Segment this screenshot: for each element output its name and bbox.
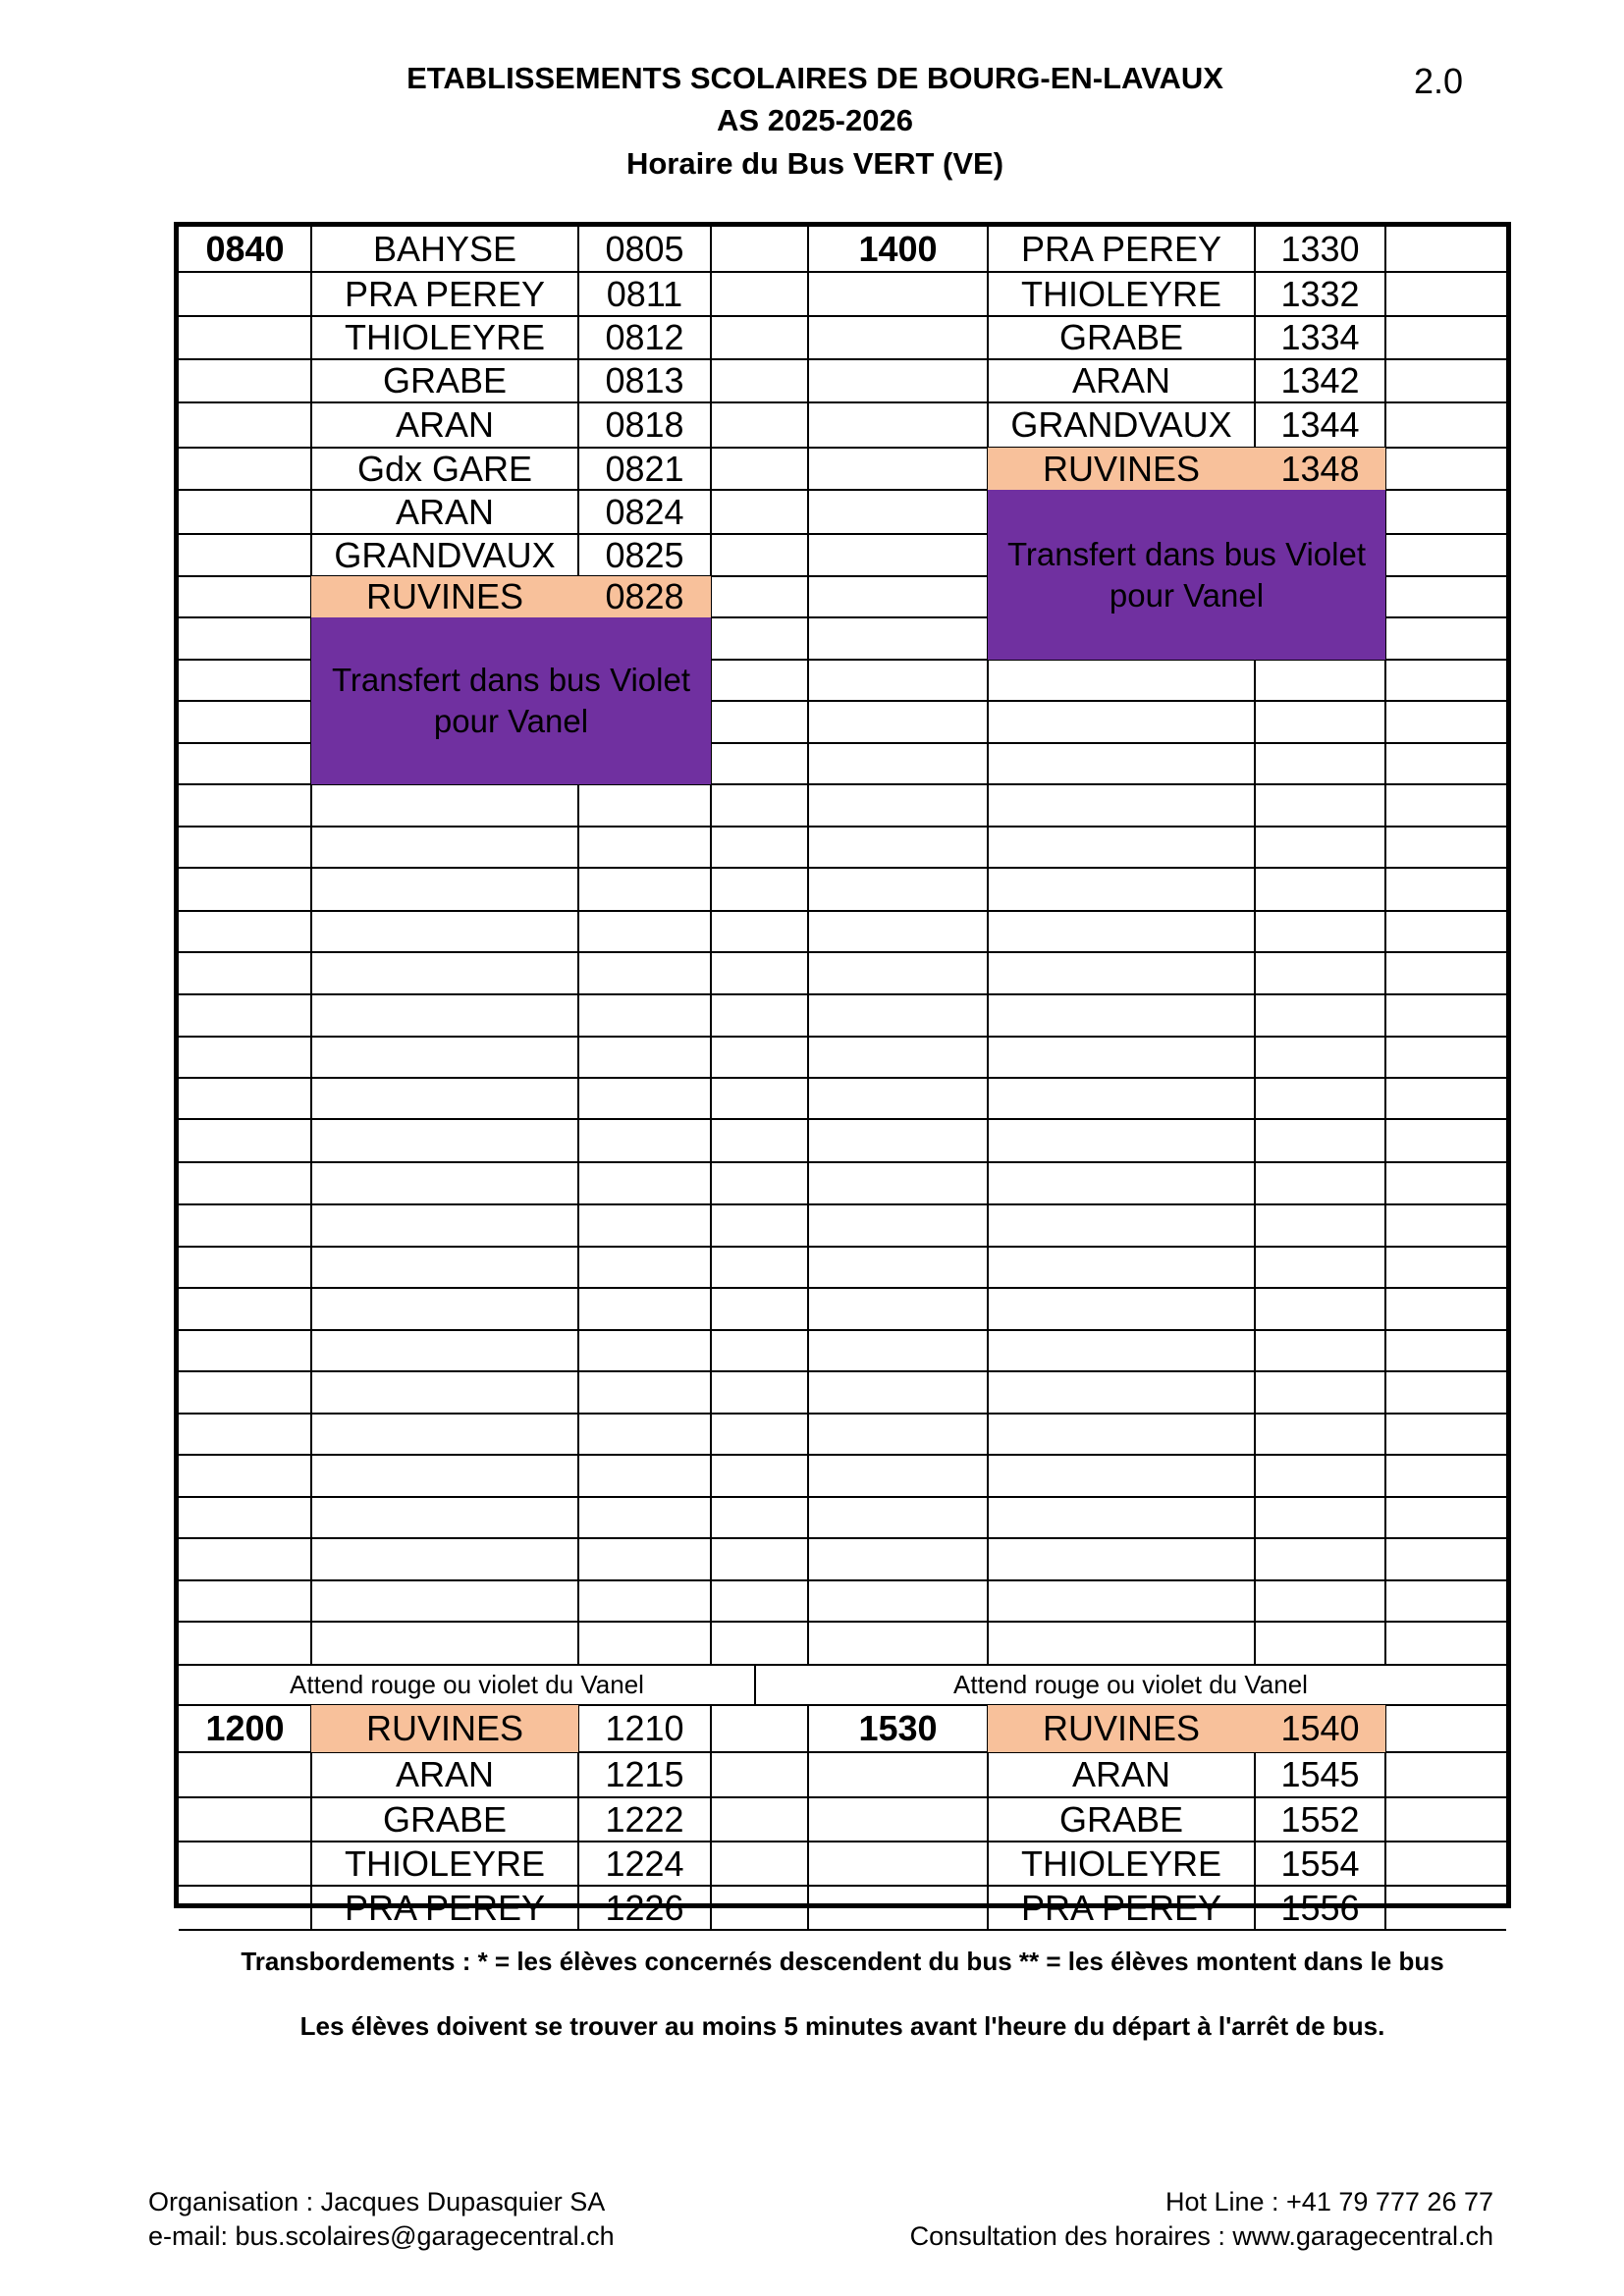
stop-name: PRA PEREY bbox=[1020, 229, 1222, 269]
grid-line bbox=[179, 1118, 1506, 1120]
departure-time: 1400 bbox=[858, 229, 938, 269]
stop-name: RUVINES bbox=[311, 576, 578, 617]
stop-time: 0811 bbox=[606, 273, 683, 314]
footer-hotline: Hot Line : +41 79 777 26 77 bbox=[1164, 2187, 1493, 2216]
stop-name: THIOLEYRE bbox=[1020, 273, 1222, 314]
transfer-note: Transfert dans bus Violet pour Vanel bbox=[311, 617, 711, 784]
wait-note: Attend rouge ou violet du Vanel bbox=[290, 1670, 644, 1699]
stop-name: PRA PEREY bbox=[344, 1887, 546, 1928]
stop-name: BAHYSE bbox=[372, 229, 517, 269]
grid-line bbox=[179, 826, 1506, 828]
stop-name: GRANDVAUX bbox=[1010, 404, 1232, 445]
stop-name: ARAN bbox=[1071, 360, 1171, 400]
stop-name: PRA PEREY bbox=[344, 273, 546, 314]
stop-time: 0821 bbox=[605, 448, 684, 489]
departure-time: 1530 bbox=[858, 1708, 938, 1748]
stop-name: RUVINES bbox=[988, 448, 1255, 490]
version-number: 2.0 bbox=[1414, 61, 1464, 101]
title-line-3: Horaire du Bus VERT (VE) bbox=[625, 146, 1004, 181]
stop-name: RUVINES bbox=[311, 1705, 578, 1752]
stop-time: 0825 bbox=[605, 534, 684, 575]
grid-line bbox=[179, 1413, 1506, 1415]
footer-email: e-mail: bus.scolaires@garagecentral.ch bbox=[148, 2221, 615, 2251]
stop-time: 0812 bbox=[605, 317, 684, 357]
stop-time: 1342 bbox=[1280, 360, 1360, 400]
grid-line bbox=[179, 1496, 1506, 1498]
grid-line bbox=[179, 1287, 1506, 1289]
stop-time: 0818 bbox=[605, 404, 684, 445]
stop-name: ARAN bbox=[395, 491, 495, 532]
stop-time: 1330 bbox=[1280, 229, 1360, 269]
stop-name: ARAN bbox=[1071, 1754, 1171, 1794]
grid-line bbox=[807, 227, 809, 1665]
grid-line bbox=[179, 1537, 1506, 1539]
stop-name: GRANDVAUX bbox=[334, 534, 556, 575]
grid-line bbox=[179, 1454, 1506, 1456]
stop-time: 1540 bbox=[1255, 1705, 1385, 1752]
grid-line bbox=[179, 951, 1506, 953]
stop-time: 1554 bbox=[1280, 1842, 1360, 1884]
stop-time: 1210 bbox=[605, 1708, 684, 1748]
stop-time: 1215 bbox=[605, 1754, 684, 1794]
grid-line bbox=[179, 1621, 1506, 1623]
grid-line bbox=[179, 1329, 1506, 1331]
departure-time: 0840 bbox=[205, 229, 285, 269]
grid-line bbox=[179, 1579, 1506, 1581]
stop-time: 0805 bbox=[605, 229, 684, 269]
stop-time: 1332 bbox=[1280, 273, 1360, 314]
title-line-1: ETABLISSEMENTS SCOLAIRES DE BOURG-EN-LAVAUX bbox=[406, 61, 1223, 95]
grid-line bbox=[179, 867, 1506, 869]
grid-line bbox=[179, 1203, 1506, 1205]
stop-time: 0828 bbox=[578, 576, 711, 617]
transbordements-note: Transbordements : * = les élèves concernés descendent du bus ** = les élèves montent dans le bus bbox=[241, 1947, 1444, 1976]
stop-name: Gdx GARE bbox=[356, 448, 533, 489]
stop-time: 1348 bbox=[1255, 448, 1385, 490]
stop-time: 1334 bbox=[1280, 317, 1360, 357]
stop-time: 1226 bbox=[605, 1887, 684, 1928]
stop-name: GRABE bbox=[1058, 1798, 1184, 1840]
stop-name: GRABE bbox=[382, 1798, 508, 1840]
stop-name: GRABE bbox=[1058, 317, 1184, 357]
timetable-grid bbox=[174, 222, 1511, 2041]
stop-time: 1545 bbox=[1280, 1754, 1360, 1794]
departure-time: 1200 bbox=[205, 1708, 285, 1748]
stop-time: 1556 bbox=[1280, 1887, 1360, 1928]
stop-time: 0813 bbox=[605, 360, 684, 400]
grid-line bbox=[179, 1370, 1506, 1372]
grid-line bbox=[179, 1036, 1506, 1038]
transfer-note: Transfert dans bus Violet pour Vanel bbox=[988, 490, 1385, 660]
stop-name: THIOLEYRE bbox=[1020, 1842, 1222, 1884]
stop-time: 1224 bbox=[605, 1842, 684, 1884]
grid-line bbox=[179, 910, 1506, 912]
stop-time: 0824 bbox=[605, 491, 684, 532]
footer-consultation: Consultation des horaires : www.garagecentral.ch bbox=[909, 2221, 1493, 2251]
stop-name: THIOLEYRE bbox=[344, 317, 546, 357]
stop-time: 1222 bbox=[605, 1798, 684, 1840]
stop-name: THIOLEYRE bbox=[344, 1842, 546, 1884]
title-line-2: AS 2025-2026 bbox=[717, 103, 913, 137]
grid-line bbox=[179, 1161, 1506, 1163]
stop-name: RUVINES bbox=[988, 1705, 1255, 1752]
grid-line bbox=[179, 993, 1506, 995]
footer-organisation: Organisation : Jacques Dupasquier SA bbox=[148, 2187, 606, 2216]
stop-name: PRA PEREY bbox=[1020, 1887, 1222, 1928]
arrival-warning: Les élèves doivent se trouver au moins 5 minutes avant l'heure du départ à l'arrêt de bus. bbox=[299, 2011, 1385, 2041]
wait-note: Attend rouge ou violet du Vanel bbox=[953, 1670, 1308, 1699]
stop-time: 1552 bbox=[1280, 1798, 1360, 1840]
stop-name: ARAN bbox=[395, 1754, 495, 1794]
stop-name: ARAN bbox=[395, 404, 495, 445]
grid-line bbox=[179, 1077, 1506, 1079]
stop-time: 1344 bbox=[1280, 404, 1360, 445]
stop-name: GRABE bbox=[382, 360, 508, 400]
grid-line bbox=[179, 1246, 1506, 1248]
